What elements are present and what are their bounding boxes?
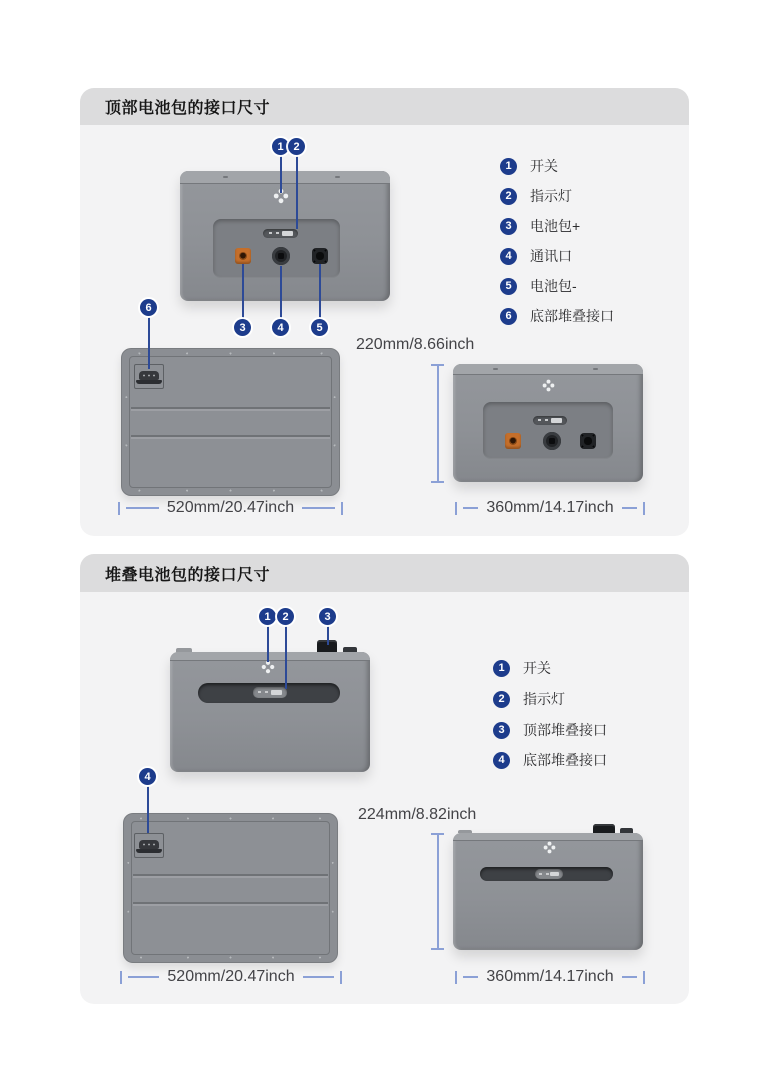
handle-slot xyxy=(198,683,340,703)
panel-ridge-line xyxy=(131,407,330,409)
pack-top-edge xyxy=(180,171,390,184)
dimension-value: 520mm/20.47inch xyxy=(167,968,295,985)
dimension-front-width xyxy=(455,968,645,986)
legend-number-badge: 3 xyxy=(493,722,510,739)
section-header xyxy=(80,554,689,592)
battery-plus-connector xyxy=(505,433,521,449)
dim-tick xyxy=(341,502,343,515)
stacked-pack-front-view-small xyxy=(453,833,643,950)
power-symbol-icon xyxy=(540,379,556,392)
legend-item-indicator xyxy=(500,186,572,206)
legend-number-badge: 6 xyxy=(500,308,517,325)
section-body xyxy=(80,592,689,1004)
legend-item-bottom-stack xyxy=(493,750,607,770)
screw xyxy=(335,176,340,178)
screw xyxy=(493,368,498,370)
battery-pack-front-view xyxy=(453,364,643,482)
callout-3-top-stack: 3 xyxy=(319,608,336,625)
callout-5-battery-minus: 5 xyxy=(311,319,328,336)
legend-number-badge: 2 xyxy=(493,691,510,708)
dim-tick xyxy=(120,971,122,984)
dim-line xyxy=(303,976,334,978)
dim-line xyxy=(128,976,159,978)
callout-line xyxy=(148,317,150,369)
callout-line xyxy=(280,155,282,193)
callout-3-battery-plus: 3 xyxy=(234,319,251,336)
screw xyxy=(593,368,598,370)
battery-pack-top-view xyxy=(180,171,390,301)
section-stacked-battery-pack xyxy=(80,554,689,1004)
callout-line xyxy=(280,266,282,320)
callout-line xyxy=(242,264,244,320)
bottom-stack-connector xyxy=(134,833,164,858)
dimension-height-line xyxy=(431,364,444,483)
dim-line xyxy=(622,507,637,509)
stack-plug xyxy=(139,371,159,380)
legend-number-badge: 1 xyxy=(500,158,517,175)
dim-tick xyxy=(455,971,457,984)
legend-number-badge: 3 xyxy=(500,218,517,235)
callout-4-comm-port: 4 xyxy=(272,319,289,336)
callout-6-bottom-stack: 6 xyxy=(140,299,157,316)
callout-4-bottom-stack: 4 xyxy=(139,768,156,785)
legend-label: 底部堆叠接口 xyxy=(530,308,614,324)
dim-line xyxy=(437,364,439,483)
legend-item-comm-port xyxy=(500,246,572,266)
callout-1-switch: 1 xyxy=(259,608,276,625)
dim-line xyxy=(463,507,478,509)
legend-label: 底部堆叠接口 xyxy=(523,752,607,768)
dim-line xyxy=(126,507,159,509)
legend-item-bottom-stack xyxy=(500,306,614,326)
callout-line xyxy=(296,155,298,229)
handle-slot xyxy=(480,867,613,881)
dim-tick xyxy=(431,481,444,483)
dimension-value: 360mm/14.17inch xyxy=(486,499,614,516)
indicator-display xyxy=(253,687,287,698)
dimension-bottom-width xyxy=(118,499,343,517)
dimension-value: 360mm/14.17inch xyxy=(486,968,614,985)
callout-line xyxy=(319,264,321,320)
dimension-front-width xyxy=(455,499,645,517)
dim-tick xyxy=(455,502,457,515)
legend-number-badge: 5 xyxy=(500,278,517,295)
legend-label: 顶部堆叠接口 xyxy=(523,722,607,738)
dimension-value: 520mm/20.47inch xyxy=(166,499,295,516)
legend-label: 指示灯 xyxy=(530,188,572,204)
dimension-height-label: 220mm/8.66inch xyxy=(356,336,475,353)
callout-line xyxy=(147,786,149,833)
battery-pack-bottom-view xyxy=(123,813,338,963)
pack-top-edge xyxy=(453,833,643,841)
legend-number-badge: 4 xyxy=(500,248,517,265)
callout-2-indicator: 2 xyxy=(277,608,294,625)
legend-number-badge: 4 xyxy=(493,752,510,769)
legend-label: 通讯口 xyxy=(530,248,572,264)
dim-line xyxy=(463,976,478,978)
dim-line xyxy=(437,833,439,950)
legend-item-switch xyxy=(493,658,551,678)
section-top-battery-pack xyxy=(80,88,689,536)
panel-ridge-line xyxy=(131,435,330,437)
legend-label: 开关 xyxy=(530,158,558,174)
legend-label: 电池包- xyxy=(530,278,577,294)
indicator-display xyxy=(535,869,563,879)
section-body xyxy=(80,125,689,536)
legend-label: 开关 xyxy=(523,660,551,676)
section-title: 堆叠电池包的接口尺寸 xyxy=(105,566,271,584)
callout-1-switch: 1 xyxy=(272,138,289,155)
callout-line xyxy=(267,625,269,662)
comm-port-connector xyxy=(543,432,561,450)
stack-plug xyxy=(139,840,159,849)
dim-tick xyxy=(643,502,645,515)
callout-line xyxy=(285,625,287,689)
dim-tick xyxy=(118,502,120,515)
screw xyxy=(223,176,228,178)
battery-pack-bottom-view xyxy=(121,348,340,496)
power-symbol-icon xyxy=(541,841,557,854)
dim-line xyxy=(302,507,335,509)
dim-tick xyxy=(431,948,444,950)
legend-number-badge: 2 xyxy=(500,188,517,205)
legend-item-indicator xyxy=(493,689,565,709)
legend-label: 指示灯 xyxy=(523,691,565,707)
power-symbol-icon xyxy=(260,660,276,674)
panel-ridge-line xyxy=(133,902,328,904)
callout-2-indicator: 2 xyxy=(288,138,305,155)
legend-item-battery-plus xyxy=(500,216,580,236)
legend-label: 电池包+ xyxy=(530,218,581,234)
comm-port-connector xyxy=(272,247,290,265)
battery-minus-connector xyxy=(312,248,328,264)
battery-plus-connector xyxy=(235,248,251,264)
legend-item-switch xyxy=(500,156,558,176)
section-title: 顶部电池包的接口尺寸 xyxy=(105,100,271,117)
callout-line xyxy=(327,625,329,645)
indicator-display xyxy=(263,229,298,238)
stacked-pack-front-view xyxy=(170,652,370,772)
pack-top-edge xyxy=(453,364,643,375)
dimension-height-line xyxy=(431,833,444,950)
legend-item-top-stack xyxy=(493,720,607,740)
legend-number-badge: 1 xyxy=(493,660,510,677)
battery-minus-connector xyxy=(580,433,596,449)
dimension-height-label: 224mm/8.82inch xyxy=(358,806,477,823)
indicator-display xyxy=(533,416,567,425)
section-header xyxy=(80,88,689,125)
dimension-bottom-width xyxy=(120,968,342,986)
dim-tick xyxy=(643,971,645,984)
panel-ridge-line xyxy=(133,874,328,876)
legend-item-battery-minus xyxy=(500,276,577,296)
dim-line xyxy=(622,976,637,978)
dim-tick xyxy=(340,971,342,984)
connector-recess-panel xyxy=(483,402,613,459)
